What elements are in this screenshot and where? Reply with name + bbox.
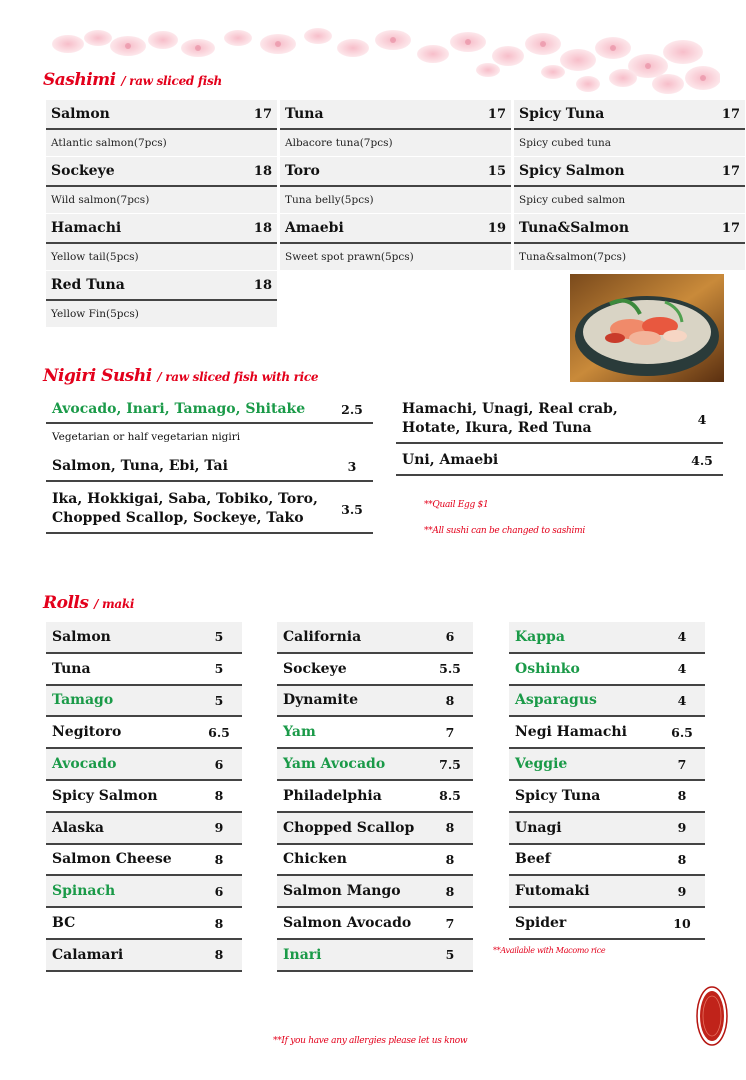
sashimi-item-description: Yellow tail(5pcs) (46, 244, 277, 270)
roll-item-price: 8 (677, 788, 687, 804)
sashimi-item-header (46, 271, 277, 301)
roll-item (509, 654, 705, 686)
roll-item-name: Calamari (52, 946, 124, 963)
roll-item-price: 8 (677, 851, 687, 867)
roll-item (509, 813, 705, 845)
nigiri-item-description: Vegetarian or half vegetarian nigiri (52, 431, 241, 443)
sashimi-item-price: 17 (721, 163, 740, 179)
roll-item-price: 6 (214, 883, 224, 899)
sashimi-item-header (46, 157, 277, 187)
roll-item-name: Salmon (52, 628, 111, 645)
roll-item (46, 686, 242, 718)
roll-item-name: Negitoro (52, 724, 122, 741)
sashimi-item (280, 214, 511, 270)
sashimi-item (46, 214, 277, 270)
roll-item-name: Philadelphia (283, 787, 382, 804)
sashimi-platter-photo (570, 274, 724, 382)
sashimi-item (46, 100, 277, 156)
roll-item (277, 813, 473, 845)
roll-item-name: Salmon Mango (283, 883, 401, 900)
roll-item-price: 4 (677, 661, 687, 677)
roll-item-name: Oshinko (515, 660, 580, 677)
roll-item (46, 781, 242, 813)
sashimi-item-name: Salmon (51, 106, 110, 122)
roll-item-name: California (283, 628, 362, 645)
sashimi-heading (43, 70, 222, 90)
roll-item-name: Beef (515, 851, 551, 868)
sashimi-item (46, 157, 277, 213)
roll-item-price: 5.5 (439, 661, 461, 677)
sashimi-item-description: Spicy cubed salmon (514, 187, 745, 213)
sashimi-item-name: Sockeye (51, 163, 115, 179)
restaurant-emblem-icon (696, 986, 728, 1046)
roll-item-name: Negi Hamachi (515, 724, 627, 741)
nigiri-item (46, 486, 373, 534)
roll-item-name: Spicy Tuna (515, 787, 601, 804)
roll-item (46, 876, 242, 908)
roll-item-name: Inari (283, 946, 322, 963)
roll-item-price: 6.5 (208, 724, 230, 740)
roll-item-price: 7 (445, 915, 455, 931)
sashimi-item-price: 17 (721, 220, 740, 236)
roll-item-price: 5 (214, 661, 224, 677)
roll-item (509, 686, 705, 718)
sashimi-item-price: 17 (253, 106, 272, 122)
roll-item-price: 8 (214, 851, 224, 867)
sashimi-item-price: 18 (253, 220, 272, 236)
roll-item (277, 686, 473, 718)
sashimi-item-header (280, 157, 511, 187)
roll-item-price: 9 (677, 820, 687, 836)
sashimi-item (280, 157, 511, 213)
roll-item-name: Tuna (52, 660, 91, 677)
roll-item (46, 908, 242, 940)
sashimi-item-header (280, 214, 511, 244)
roll-item (46, 813, 242, 845)
roll-item-price: 8 (214, 915, 224, 931)
roll-item-price: 8 (445, 883, 455, 899)
roll-item-price: 7 (445, 724, 455, 740)
sashimi-item-price: 18 (253, 163, 272, 179)
sashimi-item-header (46, 214, 277, 244)
nigiri-item-price: 2.5 (341, 401, 363, 417)
nigiri-item-name: Ika, Hokkigai, Saba, Tobiko, Toro, Chopped Scallop, Sockeye, Tako (52, 491, 318, 526)
sashimi-item-description: Wild salmon(7pcs) (46, 187, 277, 213)
sashimi-item-price: 17 (721, 106, 740, 122)
sashimi-item (280, 100, 511, 156)
sashimi-swap-note: **All sushi can be changed to sashimi (424, 526, 585, 536)
macomo-rice-note: **Available with Macomo rice (493, 946, 606, 955)
roll-item (277, 781, 473, 813)
roll-item-price: 4 (677, 629, 687, 645)
roll-item-name: BC (52, 915, 76, 932)
roll-item (277, 940, 473, 972)
sashimi-item-header (280, 100, 511, 130)
roll-item-price: 5 (445, 947, 455, 963)
sashimi-item-name: Hamachi (51, 220, 122, 236)
roll-item-name: Kappa (515, 628, 565, 645)
sashimi-item-name: Amaebi (285, 220, 344, 236)
sashimi-item-description: Spicy cubed tuna (514, 130, 745, 156)
nigiri-item-name: Uni, Amaebi (402, 451, 499, 468)
roll-item-name: Dynamite (283, 692, 359, 709)
roll-item (277, 717, 473, 749)
roll-item (509, 876, 705, 908)
roll-item-name: Avocado (52, 756, 117, 773)
roll-item-name: Spinach (52, 883, 116, 900)
rolls-title: Rolls (43, 593, 89, 613)
rolls-heading (43, 593, 134, 613)
sashimi-item-name: Toro (285, 163, 320, 179)
rolls-column-2 (277, 622, 473, 972)
sashimi-item-description: Tuna&salmon(7pcs) (514, 244, 745, 270)
nigiri-item (396, 446, 723, 476)
nigiri-heading (43, 366, 318, 386)
sashimi-item-name: Tuna&Salmon (519, 220, 630, 236)
sashimi-item (514, 214, 745, 270)
roll-item (46, 654, 242, 686)
sashimi-subtitle: / raw sliced fish (121, 74, 222, 88)
roll-item (277, 908, 473, 940)
quail-egg-note: **Quail Egg $1 (424, 500, 489, 510)
roll-item (509, 717, 705, 749)
nigiri-item (46, 396, 373, 424)
roll-item (277, 876, 473, 908)
sashimi-item-price: 17 (487, 106, 506, 122)
roll-item-price: 9 (214, 820, 224, 836)
roll-item-name: Spider (515, 915, 567, 932)
sashimi-item-header (514, 157, 745, 187)
roll-item-price: 8 (445, 820, 455, 836)
roll-item-price: 8 (214, 788, 224, 804)
roll-item-price: 6 (214, 756, 224, 772)
sashimi-item-header (46, 100, 277, 130)
nigiri-item-name: Avocado, Inari, Tamago, Shitake (52, 400, 306, 417)
sashimi-item-description: Tuna belly(5pcs) (280, 187, 511, 213)
sashimi-item-name: Red Tuna (51, 277, 125, 293)
roll-item-price: 10 (673, 915, 691, 931)
sashimi-item-name: Spicy Tuna (519, 106, 605, 122)
rolls-subtitle: / maki (94, 597, 135, 611)
nigiri-item-price: 4 (697, 411, 707, 427)
sashimi-item-price: 18 (253, 277, 272, 293)
sashimi-item (514, 157, 745, 213)
roll-item-price: 4 (677, 692, 687, 708)
nigiri-item-name: Hamachi, Unagi, Real crab, Hotate, Ikura, Red Tuna (402, 401, 618, 436)
roll-item-price: 7 (677, 756, 687, 772)
roll-item (509, 622, 705, 654)
roll-item-name: Futomaki (515, 883, 590, 900)
sashimi-item-description: Sweet spot prawn(5pcs) (280, 244, 511, 270)
roll-item-price: 6 (445, 629, 455, 645)
roll-item (46, 749, 242, 781)
roll-item (509, 781, 705, 813)
roll-item (277, 845, 473, 877)
roll-item-name: Yam (283, 724, 316, 741)
roll-item-name: Salmon Cheese (52, 851, 172, 868)
roll-item-price: 8 (445, 692, 455, 708)
sashimi-title: Sashimi (43, 70, 116, 90)
roll-item-price: 8 (445, 851, 455, 867)
roll-item-name: Alaska (52, 819, 104, 836)
roll-item (509, 908, 705, 940)
roll-item-name: Tamago (52, 692, 114, 709)
roll-item-price: 8 (214, 947, 224, 963)
roll-item-name: Asparagus (515, 692, 597, 709)
nigiri-title: Nigiri Sushi (43, 366, 152, 386)
sashimi-item-name: Spicy Salmon (519, 163, 625, 179)
rolls-column-3 (509, 622, 705, 940)
nigiri-item-price: 3 (347, 458, 357, 474)
allergy-note: **If you have any allergies please let us know (273, 1036, 468, 1046)
roll-item-price: 5 (214, 629, 224, 645)
roll-item-name: Salmon Avocado (283, 915, 412, 932)
roll-item (46, 717, 242, 749)
roll-item (277, 654, 473, 686)
nigiri-item-price: 3.5 (341, 501, 363, 517)
sashimi-item-description: Yellow Fin(5pcs) (46, 301, 277, 327)
roll-item-name: Chicken (283, 851, 347, 868)
roll-item-name: Spicy Salmon (52, 787, 158, 804)
sashimi-item-name: Tuna (285, 106, 324, 122)
roll-item (277, 622, 473, 654)
nigiri-item (46, 452, 373, 482)
nigiri-item-price: 4.5 (691, 452, 713, 468)
roll-item-price: 9 (677, 883, 687, 899)
roll-item-name: Sockeye (283, 660, 347, 677)
roll-item-name: Chopped Scallop (283, 819, 415, 836)
sashimi-item-header (514, 214, 745, 244)
roll-item (46, 845, 242, 877)
roll-item (509, 749, 705, 781)
roll-item-price: 8.5 (439, 788, 461, 804)
roll-item-name: Yam Avocado (283, 756, 386, 773)
nigiri-subtitle: / raw sliced fish with rice (157, 370, 319, 384)
roll-item-price: 7.5 (439, 756, 461, 772)
nigiri-item-name: Salmon, Tuna, Ebi, Tai (52, 457, 228, 474)
sashimi-item-description: Albacore tuna(7pcs) (280, 130, 511, 156)
sashimi-item-price: 19 (487, 220, 506, 236)
rolls-column-1 (46, 622, 242, 972)
nigiri-item (396, 396, 723, 444)
roll-item-name: Veggie (515, 756, 568, 773)
roll-item (46, 622, 242, 654)
sashimi-item (514, 100, 745, 156)
roll-item-price: 6.5 (671, 724, 693, 740)
sashimi-item (46, 271, 277, 327)
roll-item (277, 749, 473, 781)
roll-item-price: 5 (214, 692, 224, 708)
sashimi-item-price: 15 (487, 163, 506, 179)
roll-item (509, 845, 705, 877)
sashimi-item-header (514, 100, 745, 130)
sashimi-item-description: Atlantic salmon(7pcs) (46, 130, 277, 156)
roll-item (46, 940, 242, 972)
roll-item-name: Unagi (515, 819, 562, 836)
